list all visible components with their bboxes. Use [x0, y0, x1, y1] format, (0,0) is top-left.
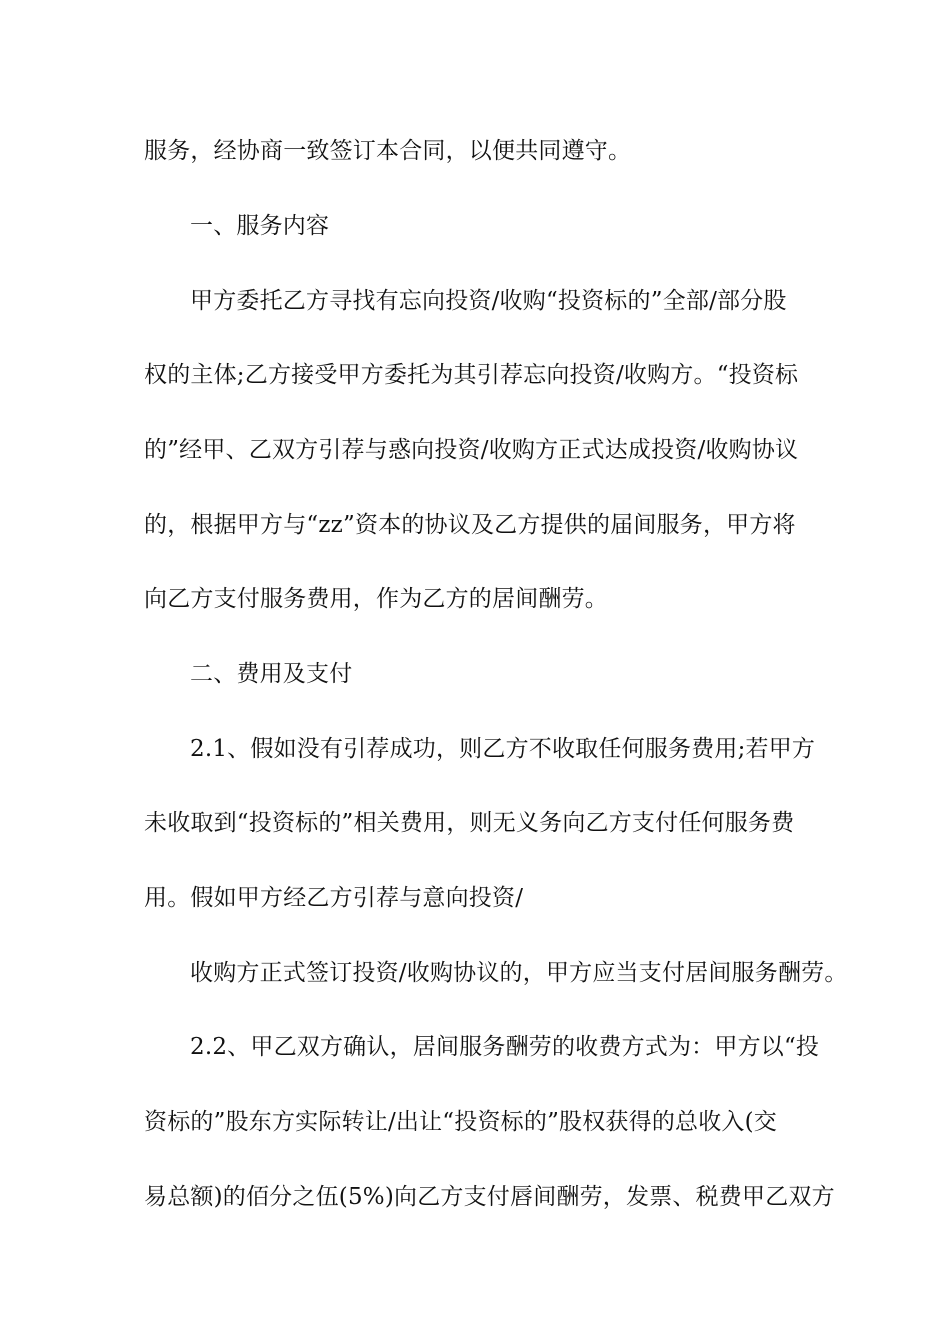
- paragraph-line: 2.2、甲乙双方确认，居间服务酬劳的收费方式为：甲方以“投: [190, 1034, 820, 1060]
- paragraph-line: 的”经甲、乙双方引荐与惑向投资/收购方正式达成投资/收购协议: [144, 437, 799, 463]
- paragraph-line: 用。假如甲方经乙方引荐与意向投资/: [144, 885, 524, 911]
- paragraph-line: 未收取到“投资标的”相关费用，则无义务向乙方支付任何服务费: [144, 810, 795, 836]
- section-heading-service-content: 一、服务内容: [190, 213, 330, 239]
- paragraph-line: 易总额)的佰分之伍(5%)向乙方支付唇间酬劳，发票、税费甲乙双方: [144, 1184, 835, 1210]
- section-heading-fees-payment: 二、费用及支付: [190, 661, 353, 687]
- paragraph-line: 2.1、假如没有引荐成功，则乙方不收取任何服务费用;若甲方: [190, 736, 816, 762]
- paragraph-line: 资标的”股东方实际转让/出让“投资标的”股权获得的总收入(交: [144, 1109, 777, 1135]
- paragraph-line: 甲方委托乙方寻找有忘向投资/收购“投资标的”全部/部分股: [190, 288, 787, 314]
- paragraph-line: 收购方正式签订投资/收购协议的，甲方应当支付居间服务酬劳。: [190, 960, 848, 986]
- paragraph-line: 向乙方支付服务费用，作为乙方的居间酬劳。: [144, 586, 608, 612]
- paragraph-line: 服务，经协商一致签订本合同，以便共同遵守。: [144, 138, 632, 164]
- paragraph-line: 权的主体;乙方接受甲方委托为其引荐忘向投资/收购方。“投资标: [144, 362, 799, 388]
- paragraph-line: 的，根据甲方与“zz”资本的协议及乙方提供的届间服务，甲方将: [144, 512, 796, 538]
